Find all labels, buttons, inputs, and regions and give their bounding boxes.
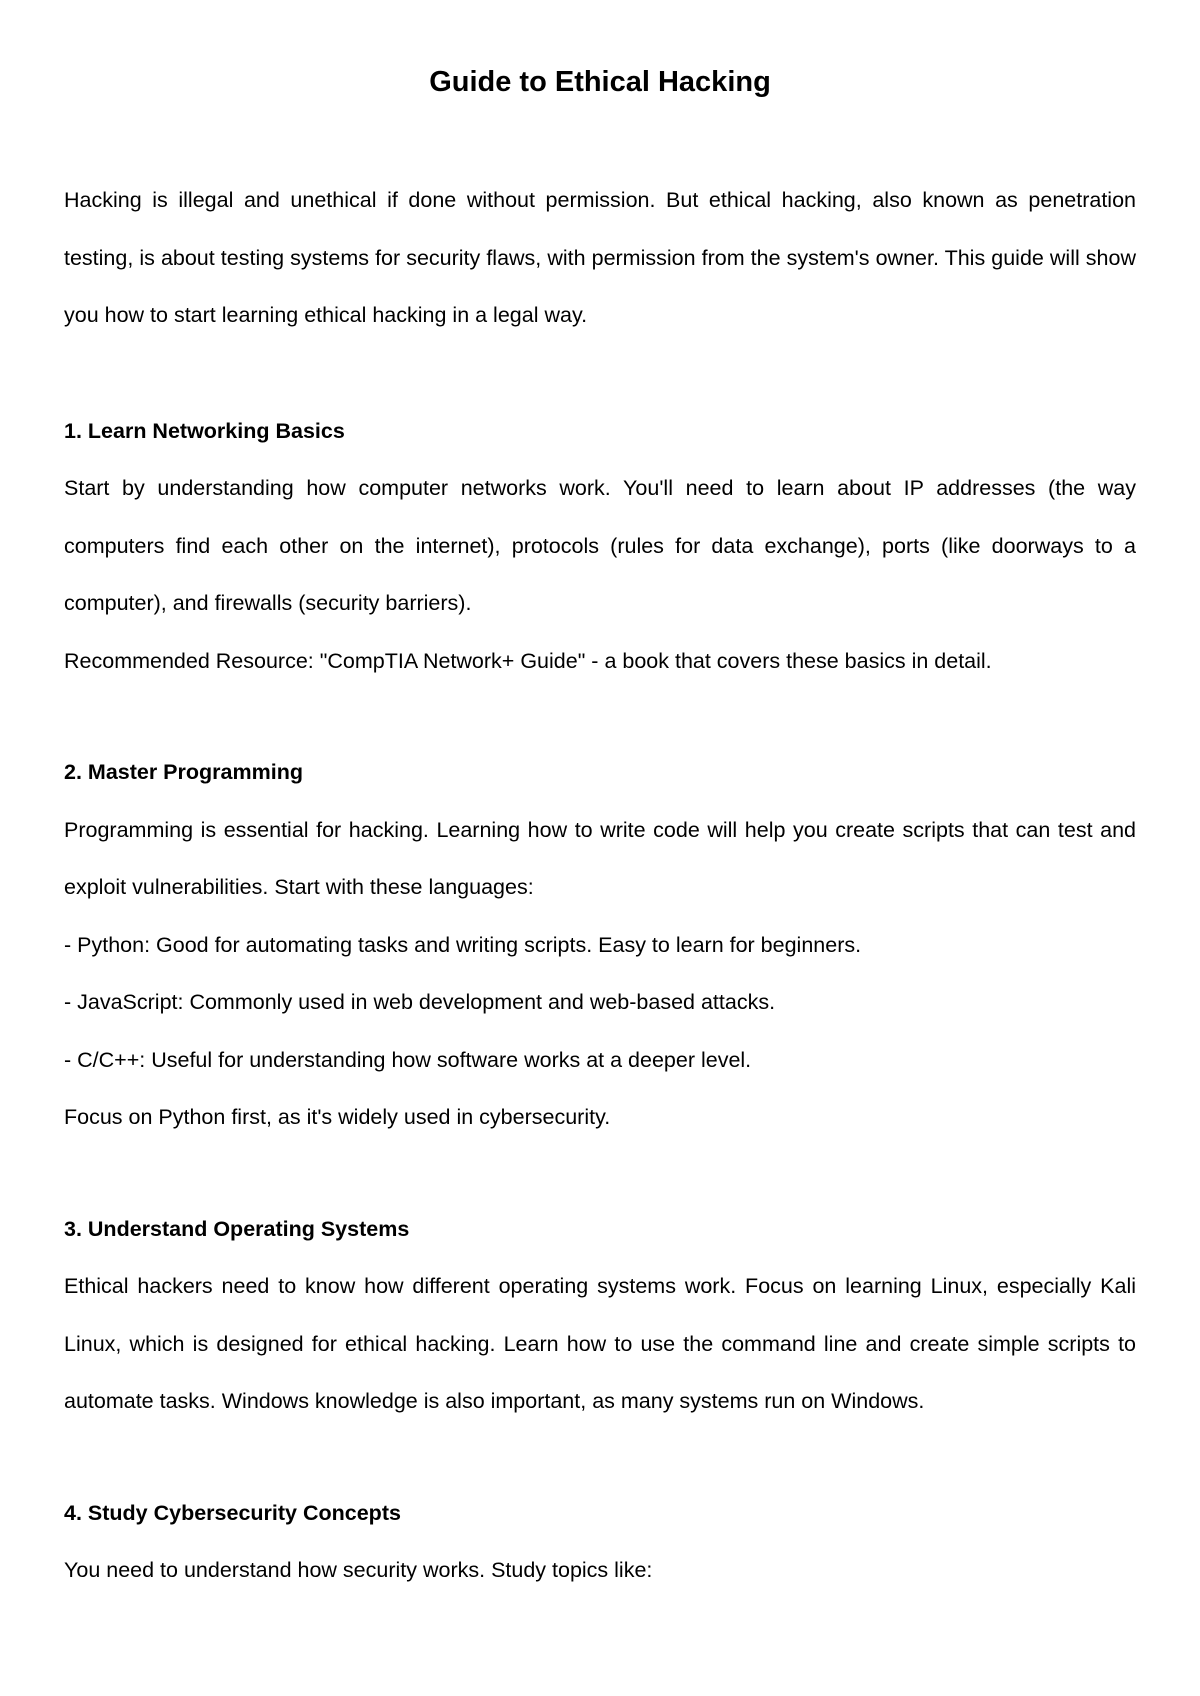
section-heading: 4. Study Cybersecurity Concepts (64, 1500, 401, 1525)
section-heading: 1. Learn Networking Basics (64, 418, 345, 443)
list-item: - Python: Good for automating tasks and writing scripts. Easy to learn for beginners. (64, 932, 862, 957)
section-heading: 2. Master Programming (64, 760, 303, 784)
section-programming (64, 744, 1136, 1147)
section-body: You need to understand how security works. Study topics like: (64, 1558, 653, 1582)
list-item: - JavaScript: Commonly used in web development and web-based attacks. (64, 990, 776, 1014)
section-body: Ethical hackers need to know how different operating systems work. Focus on learning Linux, especially Kali Linux, which is designed for ethical hacking. Learn how to use the command line and create simple scripts to automate tasks. Windows knowledge is also important, as many systems run on Windows. (64, 1274, 1136, 1413)
section-cybersecurity (64, 1485, 1136, 1600)
section-body: Programming is essential for hacking. Learning how to write code will help you create scripts that can test and exploit vulnerabilities. Start with these languages: (64, 817, 1136, 899)
document-title: Guide to Ethical Hacking (429, 66, 771, 98)
intro-paragraph: Hacking is illegal and unethical if done without permission. But ethical hacking, also known as penetration testing, is about testing systems for security flaws, with permission from the system's owner. This guide will show you how to start learning ethical hacking in a legal way. (64, 188, 1136, 327)
section-operating-systems (64, 1201, 1136, 1431)
section-footer: Focus on Python first, as it's widely used in cybersecurity. (64, 1105, 611, 1129)
list-item: - C/C++: Useful for understanding how software works at a deeper level. (64, 1047, 752, 1072)
section-body: Start by understanding how computer networks work. You'll need to learn about IP addresses (the way computers find each other on the internet), protocols (rules for data exchange), ports (like doorways to a computer), and firewalls (security barriers). (64, 476, 1136, 615)
section-heading: 3. Understand Operating Systems (64, 1216, 410, 1241)
recommended-resource: Recommended Resource: "CompTIA Network+ Guide" - a book that covers these basics in detail. (64, 648, 992, 673)
section-networking (64, 403, 1136, 691)
